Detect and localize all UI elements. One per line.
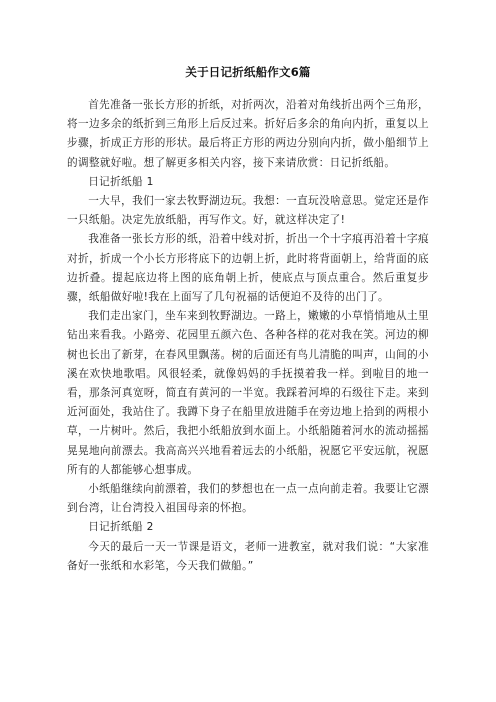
paragraph: 小纸船继续向前漂着，我们的梦想也在一点一点向前走着。我要让它漂到台湾，让台湾投入祖国母亲的怀抱。 <box>67 483 429 515</box>
paragraph: 我们走出家门，坐车来到牧野湖边。一路上，嫩嫩的小草悄悄地从土里钻出来看我。小路旁、花园里五颜六色、各种各样的花对我在笑。河边的柳树也长出了新芽，在春风里飘荡。树的后面还有鸟儿清脆的叫声，山间的小溪在欢快地歌唱。风很轻柔，就像妈妈的手抚摸着我一样。到啦目的地一看，那条河真宽呀，简直有黄河的一半宽。我踩着河埠的石级往下走。来到近河面处，我站住了。我蹲下身子在船里放进随手在旁边地上拾到的两根小草，一片树叶。然后，我把小纸船放到水面上。小纸船随着河水的流动摇摇晃晃地向前漂去。我高高兴兴地看着远去的小纸船，祝愿它平安远航，祝愿所有的人都能够心想事成。 <box>67 310 429 476</box>
paragraph: 一大早，我们一家去牧野湖边玩。我想：一直玩没啥意思。觉定还是作一只纸船。决定先放纸船，再写作文。好，就这样决定了! <box>67 195 429 227</box>
section-heading-2: 日记折纸船 2 <box>88 521 154 534</box>
section-heading-1: 日记折纸船 1 <box>88 175 154 188</box>
document-body <box>67 96 429 576</box>
document-title: 关于日记折纸船作文6篇 <box>185 65 311 79</box>
intro-paragraph: 首先准备一张长方形的折纸，对折两次，沿着对角线折出两个三角形，将一边多余的纸折到三角形上后反过来。折好后多余的角向内折，重复以上步骤，折成正方形的形状。最后将正方形的两边分别向内折，做小船细节上的调整就好啦。想了解更多相关内容，接下来请欣赏：日记折纸船。 <box>67 99 429 169</box>
paragraph: 今天的最后一天一节课是语文，老师一进教室，就对我们说：“大家准备好一张纸和水彩笔，今天我们做船。” <box>67 540 429 572</box>
paragraph: 我准备一张长方形的纸，沿着中线对折，折出一个十字痕再沿着十字痕对折，折成一个小长方形将底下的边朝上折，此时将背面朝上，给背面的底边折叠。提起底边将上图的底角朝上折，使底点与顶点重合。然后重复步骤，纸船做好啦!我在上面写了几句祝福的话便迫不及待的出门了。 <box>67 233 429 304</box>
